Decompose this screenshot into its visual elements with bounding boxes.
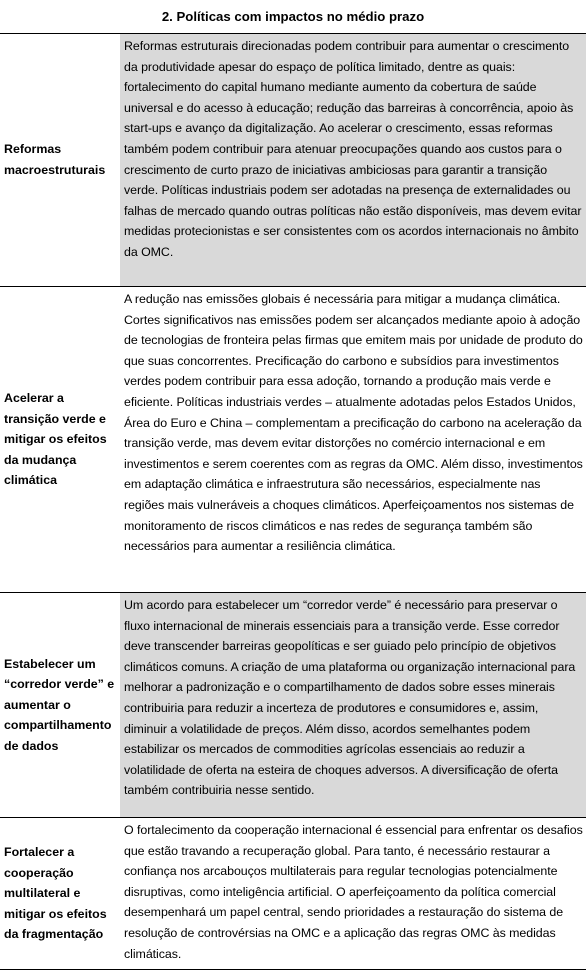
row-description-text: A redução nas emissões globais é necessária para mitigar a mudança climática. Cortes significativos nas emissões podem ser alcançados mediante apoio à adoção de tecnologias de fronteira pelas firmas que emitem mais por unidade de produto do que suas concorrentes. Precificação do carbono e subsídios para investimentos verdes podem contribuir para essa adoção, tornando a produção mais verde e eficiente. Políticas industriais verdes – atualmente adotadas pelos Estados Unidos, Área do Euro e China – complementam a precificação do carbono na aceleração da transição verde, mas devem evitar distorções no comércio internacional e em investimentos e serem coerentes com as regras da OMC. Além disso, investimentos em adaptação climática e infraestrutura são necessários, especialmente nas regiões mais vulneráveis a choques climáticos. Aperfeiçoamentos nos sistemas de monitoramento de riscos climáticos e nas redes de segurança também são necessários para aumentar a resiliência climática. xyxy=(124,292,583,554)
row-label-text: Reformas macroestruturais xyxy=(4,142,106,177)
table-title: 2. Políticas com impactos no médio prazo xyxy=(0,0,586,34)
table-row-reformas xyxy=(0,34,586,287)
row-description xyxy=(120,818,586,969)
row-description-text: Reformas estruturais direcionadas podem contribuir para aumentar o crescimento da produtividade apesar do espaço de política limitado, dentre as quais: fortalecimento do capital humano mediante aumento da cobertura de saúde universal e do acesso à educação; redução das barreiras à concorrência, apoio às start-ups e avanço da digitalização. Ao acelerar o crescimento, essas reformas também podem contribuir para atenuar preocupações quando aos custos para o crescimento de curto prazo de iniciativas ambiciosas para garantir a transição verde. Políticas industriais podem ser adotadas na presença de externalidades ou falhas de mercado quando outras políticas não estão disponíveis, mas devem evitar medidas protecionistas e ser consistentes com os acordos internacionais no âmbito da OMC. xyxy=(124,39,582,259)
row-description-text: O fortalecimento da cooperação internacional é essencial para enfrentar os desafios que estão travando a recuperação global. Para tanto, é necessário restaurar a confiança nos arcabouços multilaterais para regular tecnologias potencialmente disruptivas, como inteligência artificial. O aperfeiçoamento da política comercial desempenhará um papel central, sendo prioridades a restauração do sistema de resolução de controvérsias na OMC e a aplicação das regras OMC às medidas climáticas. xyxy=(124,823,583,961)
table-row-cooperacao xyxy=(0,818,586,970)
row-label xyxy=(0,818,120,969)
row-label-text: Acelerar a transição verde e mitigar os efeitos da mudança climática xyxy=(4,391,107,488)
row-description xyxy=(120,287,586,592)
row-description xyxy=(120,34,586,286)
row-label xyxy=(0,287,120,592)
row-label-text: Fortalecer a cooperação multilateral e mitigar os efeitos da fragmentação xyxy=(4,845,107,942)
row-label xyxy=(0,593,120,817)
row-description xyxy=(120,593,586,817)
table-row-transicao-verde xyxy=(0,287,586,593)
row-description-text: Um acordo para estabelecer um “corredor verde” é necessário para preservar o fluxo internacional de minerais essenciais para a transição verde. Esse corredor deve transcender barreiras geopolíticas e ser guiado pelo princípio de objetivos climáticos comuns. A criação de uma plataforma ou organização internacional para melhorar a padronização e o compartilhamento de dados sobre esses minerais contribuiria para reduzir a incerteza de produtores e consumidores e, assim, diminuir a volatilidade de preços. Além disso, acordos semelhantes podem estabilizar os mercados de commodities agrícolas essenciais ao reduzir a volatilidade de oferta na esteira de choques adversos. A diversificação de oferta também contribuiria nesse sentido. xyxy=(124,598,576,798)
table-row-corredor-verde xyxy=(0,593,586,818)
row-label xyxy=(0,34,120,286)
row-label-text: Estabelecer um “corredor verde” e aumentar o compartilhamento de dados xyxy=(4,656,115,753)
